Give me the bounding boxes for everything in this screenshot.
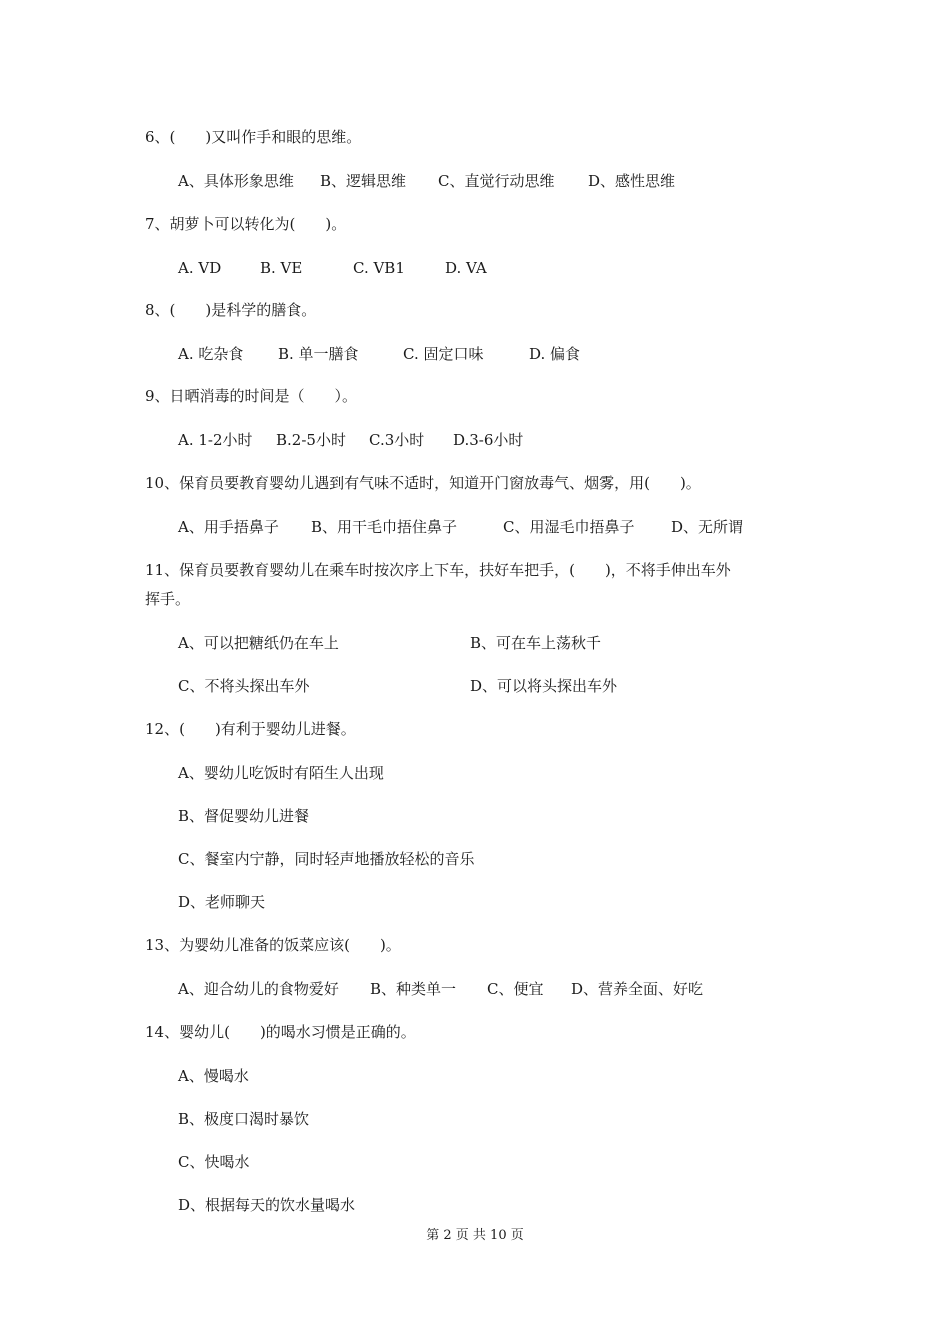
option: C. 固定口味 [403, 345, 484, 363]
option-row [178, 430, 523, 450]
option: D、老师聊天 [178, 893, 266, 911]
question-stem: 6、( )又叫作手和眼的思维。 [145, 128, 362, 146]
option: D. 偏食 [529, 345, 581, 363]
option-row [178, 979, 703, 999]
option: D. VA [445, 259, 487, 277]
option-row [178, 258, 487, 278]
option-row [178, 344, 580, 364]
question-stem: 12、( )有利于婴幼儿进餐。 [145, 720, 356, 738]
option: A、迎合幼儿的食物爱好 [178, 980, 339, 998]
option: D、根据每天的饮水量喝水 [178, 1196, 356, 1214]
option: C.3小时 [369, 431, 425, 449]
option-row [178, 517, 743, 537]
option: C、不将头探出车外 [178, 677, 310, 695]
option: B. VE [260, 259, 303, 277]
option: D.3-6小时 [453, 431, 524, 449]
page-number: 第 2 页 共 10 页 [426, 1228, 524, 1243]
option: B、督促婴幼儿进餐 [178, 807, 310, 825]
option: A. 吃杂食 [178, 345, 244, 363]
question-stem: 13、为婴幼儿准备的饭菜应该( )。 [145, 936, 401, 954]
option: A、婴幼儿吃饭时有陌生人出现 [178, 764, 384, 782]
option: B、种类单一 [370, 980, 457, 998]
question-stem-continuation: 挥手。 [145, 590, 191, 608]
option: C. VB1 [353, 259, 405, 277]
option: A、慢喝水 [178, 1067, 249, 1085]
option: C、用湿毛巾捂鼻子 [503, 518, 635, 536]
option: D、营养全面、好吃 [571, 980, 704, 998]
option: D、感性思维 [588, 172, 676, 190]
option: B. 单一膳食 [278, 345, 359, 363]
question-stem: 10、保育员要教育婴幼儿遇到有气味不适时，知道开门窗放毒气、烟雾，用( )。 [145, 474, 701, 492]
option: B、逻辑思维 [320, 172, 407, 190]
option: A. 1-2小时 [178, 431, 253, 449]
option: A、用手捂鼻子 [178, 518, 279, 536]
question-stem: 14、婴幼儿( )的喝水习惯是正确的。 [145, 1023, 416, 1041]
option: D、无所谓 [671, 518, 744, 536]
option: D、可以将头探出车外 [470, 677, 618, 695]
option: B、极度口渴时暴饮 [178, 1110, 310, 1128]
option: B.2-5小时 [276, 431, 346, 449]
option: C、快喝水 [178, 1153, 250, 1171]
option: C、便宜 [487, 980, 544, 998]
option-row [178, 171, 675, 191]
option: B、用干毛巾捂住鼻子 [311, 518, 458, 536]
option: C、直觉行动思维 [438, 172, 555, 190]
option: C、餐室内宁静，同时轻声地播放轻松的音乐 [178, 850, 475, 868]
question-stem: 8、( )是科学的膳食。 [145, 301, 317, 319]
option: B、可在车上荡秋千 [470, 634, 602, 652]
question-stem: 7、胡萝卜可以转化为( )。 [145, 215, 347, 233]
question-stem: 11、保育员要教育婴幼儿在乘车时按次序上下车，扶好车把手，( )，不将手伸出车外 [145, 561, 731, 579]
option: A、具体形象思维 [178, 172, 294, 190]
option: A. VD [178, 259, 222, 277]
question-stem: 9、日晒消毒的时间是（ ）。 [145, 387, 358, 405]
option: A、可以把糖纸仍在车上 [178, 634, 339, 652]
